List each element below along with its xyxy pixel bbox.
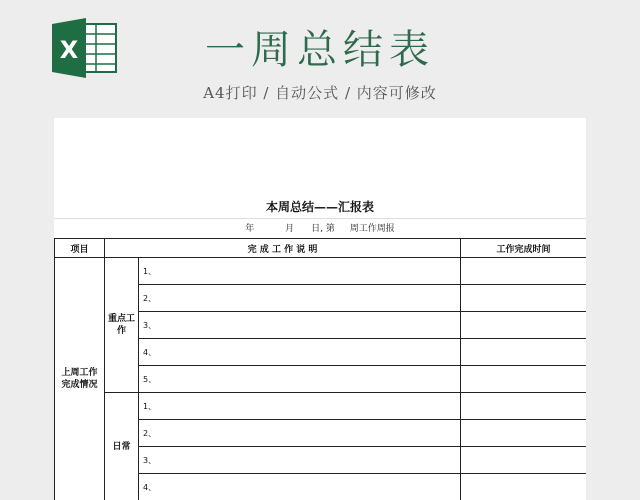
table-row <box>55 258 587 285</box>
col-header-desc: 完 成 工 作 说 明 <box>105 239 461 258</box>
time-cell[interactable] <box>461 258 586 285</box>
page-title: 一周总结表 <box>205 27 435 73</box>
header-row <box>55 239 587 258</box>
task-cell[interactable]: 5、 <box>139 366 461 393</box>
task-cell[interactable]: 4、 <box>139 339 461 366</box>
table-row <box>55 393 587 420</box>
time-cell[interactable] <box>461 339 586 366</box>
time-cell[interactable] <box>461 366 586 393</box>
divider <box>54 218 586 219</box>
page-header <box>0 0 640 118</box>
task-cell[interactable]: 4、 <box>139 474 461 500</box>
task-cell[interactable]: 2、 <box>139 420 461 447</box>
sheet-title: 本周总结——汇报表 <box>265 200 374 214</box>
task-cell[interactable]: 2、 <box>139 285 461 312</box>
section-label: 上周工作完成情况 <box>55 258 105 500</box>
excel-icon <box>50 18 118 78</box>
time-cell[interactable] <box>461 393 586 420</box>
task-cell[interactable]: 1、 <box>139 393 461 420</box>
group-label-key: 重点工作 <box>105 258 139 393</box>
week-suffix-label: 周工作周报 <box>349 224 395 234</box>
week-prefix-label: 第 <box>325 224 335 234</box>
report-table <box>54 238 586 500</box>
task-cell[interactable]: 3、 <box>139 312 461 339</box>
spreadsheet-page <box>54 118 586 500</box>
group-label-daily: 日常 <box>105 393 139 500</box>
date-row <box>54 221 586 237</box>
page-subtitle: A4打印 / 自动公式 / 内容可修改 <box>203 84 437 102</box>
time-cell[interactable] <box>461 285 586 312</box>
month-label: 月 <box>285 224 295 234</box>
task-cell[interactable]: 3、 <box>139 447 461 474</box>
time-cell[interactable] <box>461 420 586 447</box>
time-cell[interactable] <box>461 474 586 500</box>
year-label: 年 <box>245 224 255 234</box>
excel-icon-letter: X <box>59 36 79 64</box>
task-cell[interactable]: 1、 <box>139 258 461 285</box>
day-label: 日, <box>311 224 323 234</box>
col-header-time: 工作完成时间 <box>461 239 586 258</box>
time-cell[interactable] <box>461 447 586 474</box>
col-header-item: 项目 <box>55 239 105 258</box>
time-cell[interactable] <box>461 312 586 339</box>
